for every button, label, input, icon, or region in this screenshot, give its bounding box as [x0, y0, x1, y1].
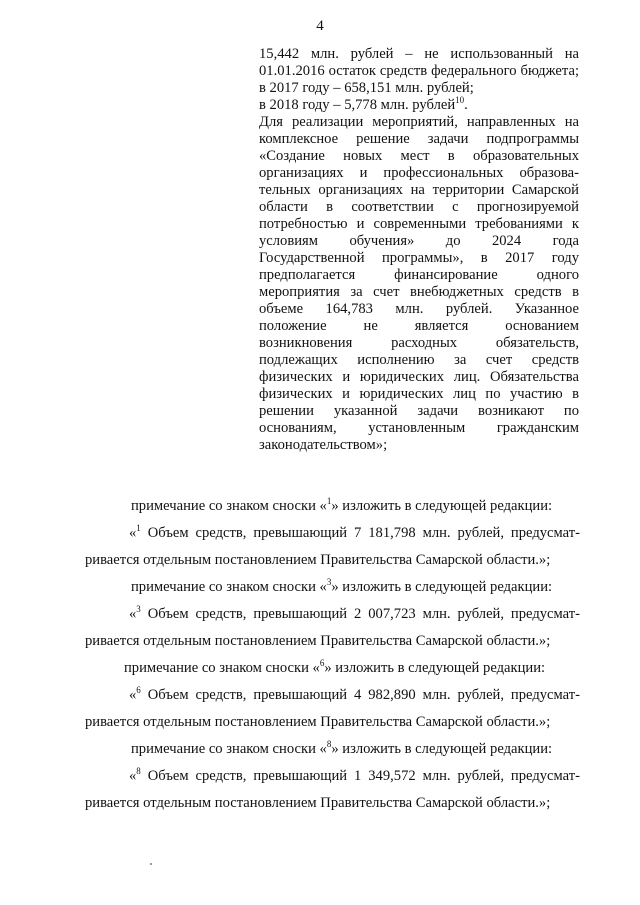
- note-body-second-line: [85, 547, 580, 574]
- line-text: комплексное решение задачи подпрограммы: [259, 131, 579, 147]
- line-text: решении указанной задачи возникают по: [259, 403, 579, 419]
- line-text: 15,442 млн. рублей – не использованный на: [259, 46, 579, 62]
- right-column-line: [259, 165, 579, 182]
- right-column-line: [259, 284, 579, 301]
- line-text: Государственной программы», в 2017 году: [259, 250, 579, 266]
- note-body-text: ривается отдельным постановлением Правительства Самарской области.»;: [85, 633, 551, 649]
- right-column-line: [259, 148, 579, 165]
- note-intro-text: примечание со знаком сноски «: [131, 741, 327, 757]
- note-intro-text: примечание со знаком сноски «: [131, 579, 327, 595]
- note-body-second-line: [85, 628, 580, 655]
- right-column-line: [259, 46, 579, 63]
- note-body-text: «: [129, 606, 137, 622]
- note-body-text: «: [129, 687, 137, 703]
- note-intro: [90, 493, 580, 520]
- right-column-line: [259, 335, 579, 352]
- right-column-text: [259, 46, 579, 454]
- right-column-line: [259, 114, 579, 131]
- note-intro-text: примечание со знаком сноски «: [131, 498, 327, 514]
- line-text: основаниям, установленным гражданским: [259, 420, 579, 436]
- line-text: возникновения расходных обязательств,: [259, 335, 579, 351]
- scan-speck: [150, 863, 152, 865]
- note-intro: [90, 655, 580, 682]
- right-column-line: [259, 420, 579, 437]
- line-text: 01.01.2016 остаток средств федерального бюджета;: [259, 63, 579, 79]
- note-body-text: Объем средств, превышающий 7 181,798 млн. рублей, предусмат-: [140, 525, 580, 541]
- right-column-line: [259, 403, 579, 420]
- note-body-first-line: [90, 682, 580, 709]
- line-text: организациях и профессиональных образова-: [259, 165, 579, 181]
- line-text: в 2017 году – 658,151 млн. рублей;: [259, 80, 474, 96]
- footnote-amendments: [85, 493, 580, 817]
- line-text: предполагается финансирование одного: [259, 267, 579, 283]
- note-body-first-line: [90, 601, 580, 628]
- line-text: физических и юридических лиц по участию в: [259, 386, 579, 402]
- right-column-line: [259, 352, 579, 369]
- right-column-line: [259, 97, 579, 114]
- note-body-second-line: [85, 790, 580, 817]
- note-intro-text: » изложить в следующей редакции:: [331, 498, 553, 514]
- note-body-first-line: [90, 520, 580, 547]
- right-column-line: [259, 199, 579, 216]
- footnote-marker: 8: [136, 766, 141, 777]
- note-body-text: «: [129, 768, 137, 784]
- line-text: подлежащих исполнению за счет средств: [259, 352, 579, 368]
- footnote-marker: 6: [136, 685, 141, 696]
- right-column-line: [259, 318, 579, 335]
- right-column-line: [259, 250, 579, 267]
- note-intro: [90, 574, 580, 601]
- footnote-marker: 3: [326, 577, 332, 588]
- footnote-marker: 10: [455, 95, 465, 106]
- right-column-line: [259, 233, 579, 250]
- right-column-line: [259, 131, 579, 148]
- page-number: 4: [316, 18, 324, 34]
- note-intro-text: » изложить в следующей редакции:: [331, 579, 553, 595]
- right-column-line: [259, 386, 579, 403]
- note-body-text: ривается отдельным постановлением Правительства Самарской области.»;: [85, 714, 551, 730]
- line-text: законодательством»;: [259, 437, 388, 453]
- right-column-line: [259, 182, 579, 199]
- footnote-marker: 6: [319, 658, 325, 669]
- line-trailing-punctuation: .: [464, 97, 468, 113]
- line-text: в 2018 году – 5,778 млн. рублей: [259, 97, 456, 113]
- note-body-second-line: [85, 709, 580, 736]
- right-column-line: [259, 216, 579, 233]
- note-body-text: ривается отдельным постановлением Правительства Самарской области.»;: [85, 552, 551, 568]
- line-text: Для реализации мероприятий, направленных на: [259, 114, 579, 130]
- right-column-line: [259, 437, 579, 454]
- line-text: физических и юридических лиц. Обязательства: [259, 369, 579, 385]
- right-column-line: [259, 80, 579, 97]
- line-text: положение не является основанием: [259, 318, 579, 334]
- note-body-first-line: [90, 763, 580, 790]
- note-intro-text: » изложить в следующей редакции:: [331, 741, 553, 757]
- footnote-marker: 8: [326, 739, 332, 750]
- right-column-line: [259, 301, 579, 318]
- right-column-line: [259, 267, 579, 284]
- note-intro: [90, 736, 580, 763]
- note-body-text: Объем средств, превышающий 2 007,723 млн. рублей, предусмат-: [140, 606, 580, 622]
- line-text: области в соответствии с прогнозируемой: [259, 199, 579, 215]
- footnote-marker: 1: [136, 523, 141, 534]
- footnote-marker: 1: [326, 496, 332, 507]
- line-text: тельных организациях на территории Самарской: [259, 182, 579, 198]
- note-body-text: «: [129, 525, 137, 541]
- line-text: мероприятия за счет внебюджетных средств в: [259, 284, 579, 300]
- line-text: объеме 164,783 млн. рублей. Указанное: [259, 301, 579, 317]
- footnote-marker: 3: [136, 604, 141, 615]
- note-intro-text: » изложить в следующей редакции:: [324, 660, 546, 676]
- right-column-line: [259, 63, 579, 80]
- line-text: потребностью и современными требованиями к: [259, 216, 579, 232]
- note-body-text: Объем средств, превышающий 4 982,890 млн. рублей, предусмат-: [140, 687, 580, 703]
- note-intro-text: примечание со знаком сноски «: [124, 660, 320, 676]
- note-body-text: ривается отдельным постановлением Правительства Самарской области.»;: [85, 795, 551, 811]
- right-column-line: [259, 369, 579, 386]
- note-body-text: Объем средств, превышающий 1 349,572 млн. рублей, предусмат-: [140, 768, 580, 784]
- line-text: условиям обучения» до 2024 года: [259, 233, 579, 249]
- line-text: «Создание новых мест в образовательных: [259, 148, 579, 164]
